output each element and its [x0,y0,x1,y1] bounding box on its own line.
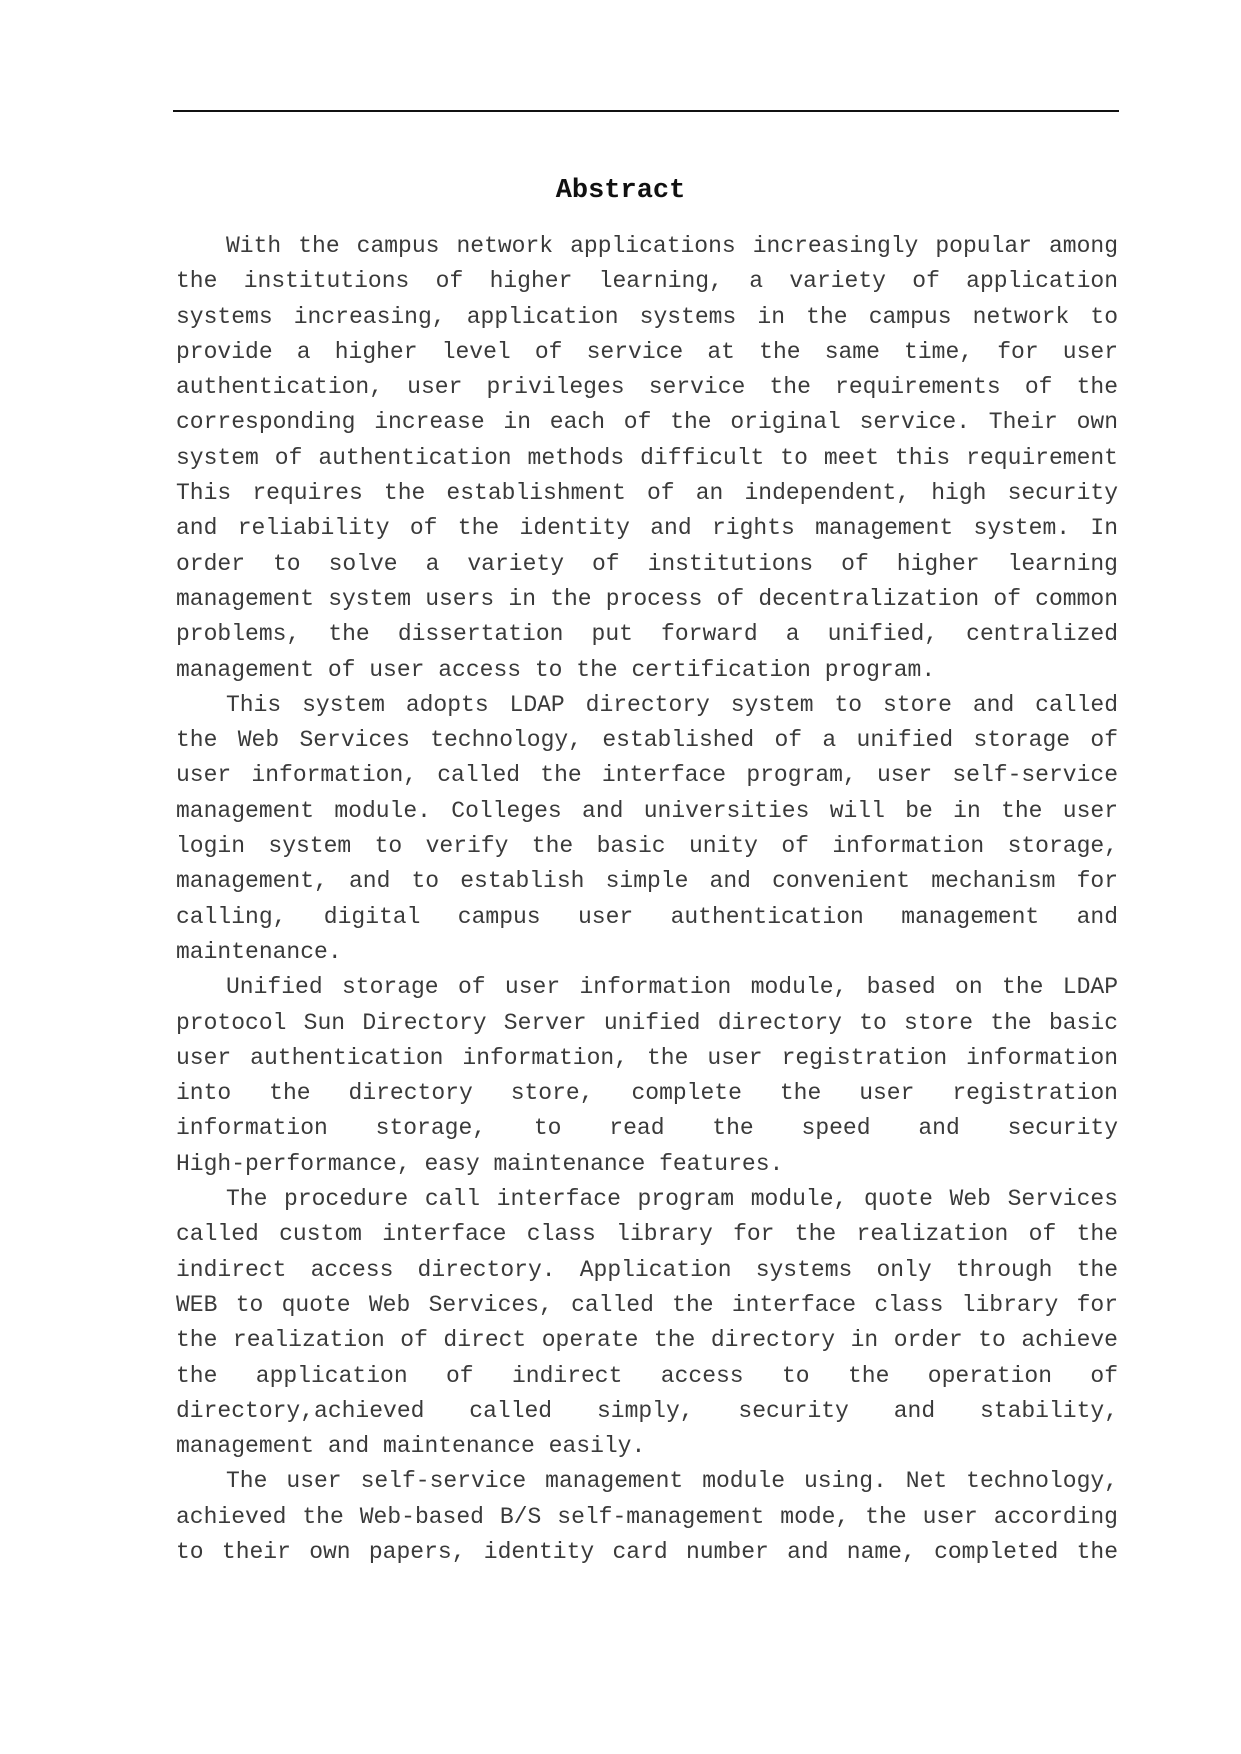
paragraph-line: order to solve a variety of institutions of higher learning [176,550,1118,577]
paragraph-line: the institutions of higher learning, a variety of application [176,268,1118,295]
paragraph-line: system of authentication methods difficult to meet this requirement [176,444,1118,471]
paragraph-line: corresponding increase in each of the original service. Their own [176,409,1118,436]
paragraph-line: management module. Colleges and universities will be in the user [176,797,1118,824]
paragraph-line: management of user access to the certification program. [176,656,936,683]
paragraph-line: authentication, user privileges service the requirements of the [176,374,1118,401]
header-rule [173,110,1119,112]
page-title: Abstract [555,176,686,206]
abstract-paragraph [176,1464,1118,1570]
paragraph-line: user authentication information, the user registration information [176,1044,1118,1071]
abstract-paragraph [176,229,1118,688]
paragraph-line: This requires the establishment of an independent, high security [176,480,1118,507]
paragraph-line: login system to verify the basic unity of information storage, [176,833,1118,860]
paragraph-line: user information, called the interface program, user self-service [176,762,1118,789]
paragraph-line: protocol Sun Directory Server unified directory to store the basic [176,1009,1118,1036]
abstract-body [176,229,1118,1570]
paragraph-line: management and maintenance easily. [176,1433,646,1460]
paragraph-line: provide a higher level of service at the same time, for user [176,338,1118,365]
paragraph-line: directory,achieved called simply, security and stability, [176,1397,1118,1424]
paragraph-line: With the campus network applications increasingly popular among [226,233,1118,259]
paragraph-line: maintenance. [176,938,342,965]
paragraph-line: the realization of direct operate the directory in order to achieve [176,1327,1118,1354]
paragraph-line: management system users in the process of decentralization of common [176,585,1118,612]
paragraph-line: calling, digital campus user authentication management and [176,903,1118,930]
abstract-paragraph [176,970,1118,1182]
abstract-paragraph [176,1182,1118,1464]
paragraph-line: management, and to establish simple and convenient mechanism for [176,868,1118,895]
paragraph-line: This system adopts LDAP directory system to store and called [226,691,1118,718]
paragraph-line: to their own papers, identity card number and name, completed the [176,1538,1118,1565]
paragraph-line: The user self-service management module using. Net technology, [226,1468,1118,1495]
paragraph-line: The procedure call interface program module, quote Web Services [226,1186,1118,1213]
paragraph-line: the application of indirect access to the operation of [176,1362,1118,1389]
paragraph-line: indirect access directory. Application systems only through the [176,1256,1118,1283]
abstract-paragraph [176,688,1118,970]
paragraph-line: information storage, to read the speed and security [176,1115,1118,1142]
paragraph-line: the Web Services technology, established of a unified storage of [176,727,1118,754]
paragraph-line: High-performance, easy maintenance features. [176,1150,784,1177]
paragraph-line: systems increasing, application systems in the campus network to [176,303,1118,330]
paragraph-line: Unified storage of user information module, based on the LDAP [226,974,1118,1001]
paragraph-line: problems, the dissertation put forward a unified, centralized [176,621,1118,648]
paragraph-line: called custom interface class library for the realization of the [176,1221,1118,1248]
paragraph-line: achieved the Web-based B/S self-management mode, the user according [176,1503,1118,1530]
paragraph-line: into the directory store, complete the user registration [176,1080,1118,1107]
paragraph-line: and reliability of the identity and rights management system. In [176,515,1118,542]
paragraph-line: WEB to quote Web Services, called the interface class library for [176,1291,1118,1318]
